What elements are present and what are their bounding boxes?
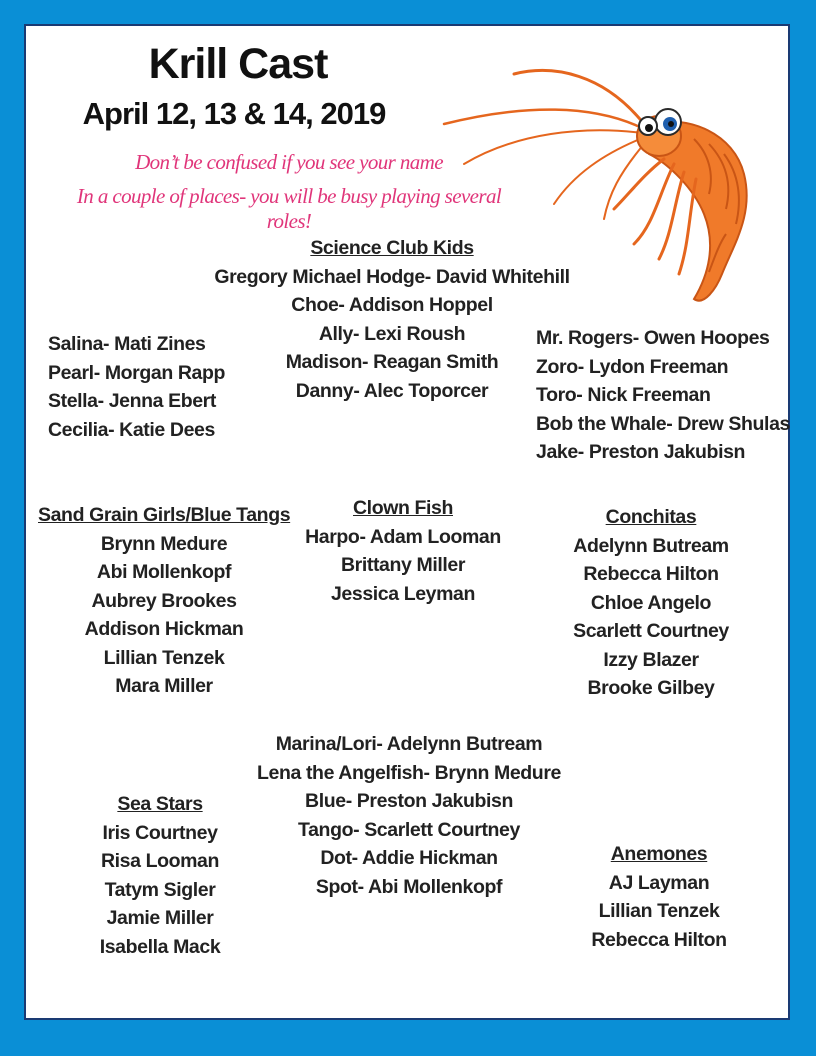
cast-line: Tatym Sigler <box>104 878 216 901</box>
cast-line: Salina- Mati Zines <box>48 333 206 355</box>
science-club-section <box>192 234 592 405</box>
cast-line: Isabella Mack <box>99 935 221 958</box>
cast-line: Spot- Abi Mollenkopf <box>315 875 503 898</box>
cast-line: Brooke Gilbey <box>587 677 715 699</box>
cast-line: Adelynn Butream <box>573 534 729 557</box>
cast-line: Mr. Rogers- Owen Hoopes <box>536 327 770 349</box>
cast-line: Jessica Leyman <box>330 582 475 605</box>
anemones-heading: Anemones <box>610 843 708 865</box>
cast-line: Marina/Lori- Adelynn Butream <box>275 733 543 755</box>
cast-line: Rebecca Hilton <box>583 563 719 585</box>
note-line-1: Don’t be confused if you see your name <box>135 150 443 174</box>
cast-line: Risa Looman <box>100 850 220 872</box>
other-roles-section <box>536 324 790 467</box>
cast-page <box>24 24 790 1020</box>
cast-line: Pearl- Morgan Rapp <box>48 361 225 384</box>
cast-line: Ally- Lexi Roush <box>318 322 466 345</box>
cast-line: Toro- Nick Freeman <box>536 384 711 406</box>
science-club-heading: Science Club Kids <box>310 237 474 259</box>
cast-line: Gregory Michael Hodge- David Whitehill <box>214 265 570 288</box>
cast-line: Izzy Blazer <box>603 648 699 671</box>
conchitas-heading: Conchitas <box>605 506 697 528</box>
cast-line: Mara Miller <box>115 675 213 697</box>
cast-line: Aubrey Brookes <box>91 589 237 612</box>
reef-roles-section <box>254 730 564 901</box>
cast-line: Zoro- Lydon Freeman <box>536 355 729 378</box>
cast-line: Chloe Angelo <box>590 591 712 614</box>
cast-line: Lillian Tenzek <box>103 646 225 669</box>
cast-line: Tango- Scarlett Courtney <box>298 818 520 841</box>
cast-line: Dot- Addie Hickman <box>320 847 498 869</box>
cast-line: Blue- Preston Jakubisn <box>305 790 513 812</box>
cast-line: Jake- Preston Jakubisn <box>536 441 746 463</box>
cast-line: Rebecca Hilton <box>591 928 727 951</box>
conchitas-section <box>556 503 746 703</box>
cast-line: Choe- Addison Hoppel <box>291 294 493 316</box>
note-line-2: In a couple of places- you will be busy playing several roles! <box>76 184 502 233</box>
page-title: Krill Cast <box>148 40 328 88</box>
cast-line: Danny- Alec Toporcer <box>295 379 489 402</box>
clown-fish-heading: Clown Fish <box>353 497 453 519</box>
cast-line: Cecilia- Katie Dees <box>48 418 215 441</box>
cast-line: Stella- Jenna Ebert <box>48 390 216 412</box>
cast-line: Brynn Medure <box>100 532 228 555</box>
cast-line: Lillian Tenzek <box>598 900 720 922</box>
sea-stars-heading: Sea Stars <box>117 793 203 815</box>
clown-fish-section <box>303 494 503 608</box>
cast-line: Abi Mollenkopf <box>96 561 232 583</box>
cast-line: Brittany Miller <box>340 554 466 576</box>
cast-line: Iris Courtney <box>102 821 218 844</box>
cast-line: Addison Hickman <box>84 618 244 640</box>
cast-line: Bob the Whale- Drew Shulas <box>536 412 790 435</box>
cast-line: Madison- Reagan Smith <box>285 351 499 373</box>
cast-line: Scarlett Courtney <box>573 620 729 642</box>
sea-stars-section <box>80 790 240 961</box>
cast-line: Lena the Angelfish- Brynn Medure <box>257 761 561 784</box>
cast-line: Harpo- Adam Looman <box>305 525 501 548</box>
cast-line: AJ Layman <box>608 871 710 894</box>
anemones-section <box>574 840 744 954</box>
mermaid-roles-section <box>48 330 225 444</box>
cast-line: Jamie Miller <box>106 907 214 929</box>
sand-grain-heading: Sand Grain Girls/Blue Tangs <box>38 504 291 526</box>
sand-grain-section <box>38 501 290 701</box>
show-dates: April 12, 13 & 14, 2019 <box>82 96 386 131</box>
